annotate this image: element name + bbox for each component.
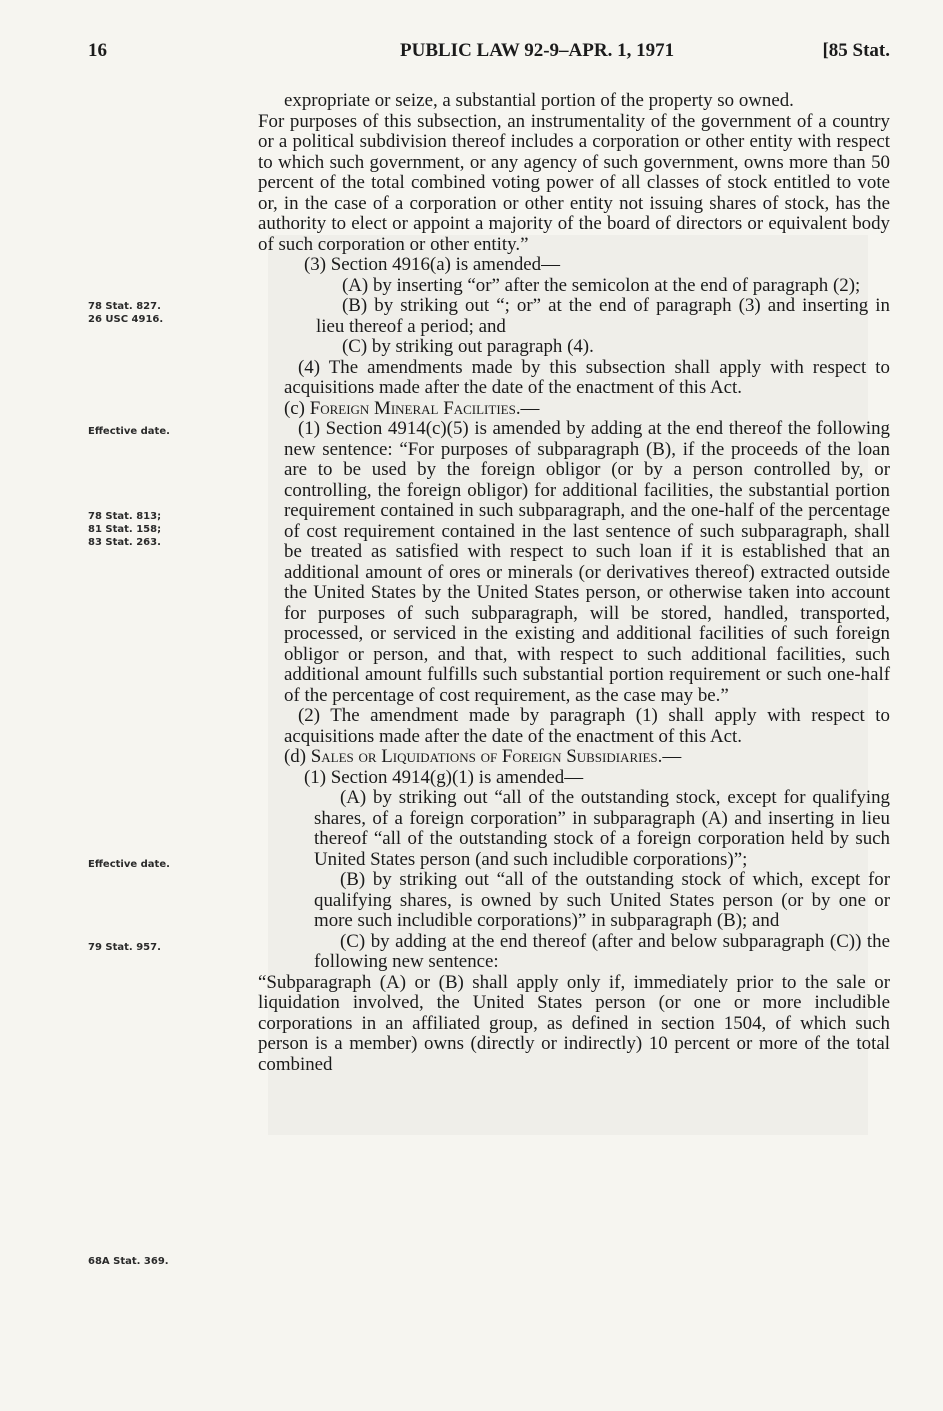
clause-d1c: (C) by adding at the end thereof (after and below subparagraph (C)) the following new sentence: <box>314 930 890 972</box>
clause-d1a: (A) by striking out “all of the outstanding stock, except for qualifying shares, of a foreign corporation” in subparagraph (A) and inserting in lieu thereof “all of the outstanding stock of a foreign corporation held by such United States person (and such includible corporations)”; <box>314 787 890 870</box>
margin-note-effective-date <box>88 425 238 438</box>
paragraph-3: (3) Section 4916(a) is amended— <box>304 254 561 275</box>
volume-reference: [85 Stat. <box>822 40 890 61</box>
clause-3a: (A) by inserting “or” after the semicolon at the end of paragraph (2); <box>342 274 861 296</box>
margin-note-stat-369 <box>88 1255 238 1268</box>
margin-note-stat-957 <box>88 941 238 954</box>
subsection-d-heading <box>258 747 890 768</box>
subsection-c-heading <box>258 399 890 420</box>
paragraph-c2: (2) The amendment made by paragraph (1) shall apply with respect to acquisitions made after the date of the enactment of this Act. <box>284 705 890 747</box>
page-number: 16 <box>88 40 107 61</box>
paragraph-4: (4) The amendments made by this subsection shall apply with respect to acquisitions made after the date of the enactment of this Act. <box>284 356 890 398</box>
quoted-new-sentence: “Subparagraph (A) or (B) shall apply only if, immediately prior to the sale or liquidation involved, the United States person (or one or more includible corporations in an affiliated group, as defined in section 1504, of which such person is a member) owns (directly or indirectly) 10 percent or more of the total combined <box>258 971 890 1075</box>
clause-3b: (B) by striking out “; or” at the end of paragraph (3) and inserting in lieu thereof a period; and <box>316 295 890 337</box>
paragraph-c1: (1) Section 4914(c)(5) is amended by adding at the end thereof the following new sentence: “For purposes of subparagraph (B), if the proceeds of the loan are to be used by the foreign obligor (or by a person controlled by, or controlling, the foreign obligor) for additional facilities, the substantial portion requirement contained in such subparagraph, and the one-half of the percentage of cost requirement contained in the last sentence of such subparagraph, shall be treated as satisfied with respect to such loan if it is established that an additional amount of ores or minerals (or derivatives thereof) extracted outside the United States by the United States person, or otherwise taken into account for purposes of such subparagraph, will be stored, handled, transported, processed, or serviced in the existing and additional facilities of such foreign obligor or person, and that, with respect to such additional facilities, such additional amount fulfills such substantial portion requirement or such one-half of the percentage of cost requirement, as the case may be.” <box>284 418 890 706</box>
margin-note-stat-813 <box>88 510 238 549</box>
running-header <box>88 40 890 70</box>
clause-d1b: (B) by striking out “all of the outstanding stock of which, except for qualifying shares, is owned by such United States person (or by one or more such includible corporations)” in subparagraph (B); and <box>314 869 890 931</box>
subsection-c-title: Foreign Mineral Facilities.— <box>309 397 540 419</box>
paragraph-d1: (1) Section 4914(g)(1) is amended— <box>304 766 584 788</box>
page-title: PUBLIC LAW 92-9–APR. 1, 1971 <box>400 40 675 61</box>
subsection-d-label: (d) <box>284 746 311 767</box>
margin-note-line: 26 USC 4916. <box>88 314 164 325</box>
margin-note-line: 68A Stat. 369. <box>88 1256 169 1267</box>
margin-note-line: 78 Stat. 827. <box>88 301 161 312</box>
margin-note-line: 78 Stat. 813; <box>88 511 162 522</box>
margin-note-line: Effective date. <box>88 426 170 437</box>
margin-note-line: Effective date. <box>88 859 170 870</box>
margin-note-line: 83 Stat. 263. <box>88 537 161 548</box>
subsection-d-title: Sales or Liquidations of Foreign Subsidiaries.— <box>310 746 682 767</box>
subsection-c-label: (c) <box>284 397 310 419</box>
paragraph-instrumentality: For purposes of this subsection, an instrumentality of the government of a country or a political subdivision thereof includes a corporation or other entity with respect to which such government, or any agency of such government, owns more than 50 percent of the total combined voting power of all classes of stock entitled to vote or, in the case of a corporation or other entity not issuing shares of stock, has the authority to elect or appoint a majority of the board of directors or equivalent body of such corporation or other entity.” <box>258 110 890 255</box>
paragraph-continuation: expropriate or seize, a substantial portion of the property so owned. <box>284 90 794 111</box>
margin-note-line: 81 Stat. 158; <box>88 524 162 535</box>
margin-note-line: 79 Stat. 957. <box>88 942 161 953</box>
margin-note-effective-date-2 <box>88 858 238 871</box>
clause-3c: (C) by striking out paragraph (4). <box>342 336 594 357</box>
margin-note-stat-827 <box>88 300 238 326</box>
statute-text <box>258 91 890 1075</box>
